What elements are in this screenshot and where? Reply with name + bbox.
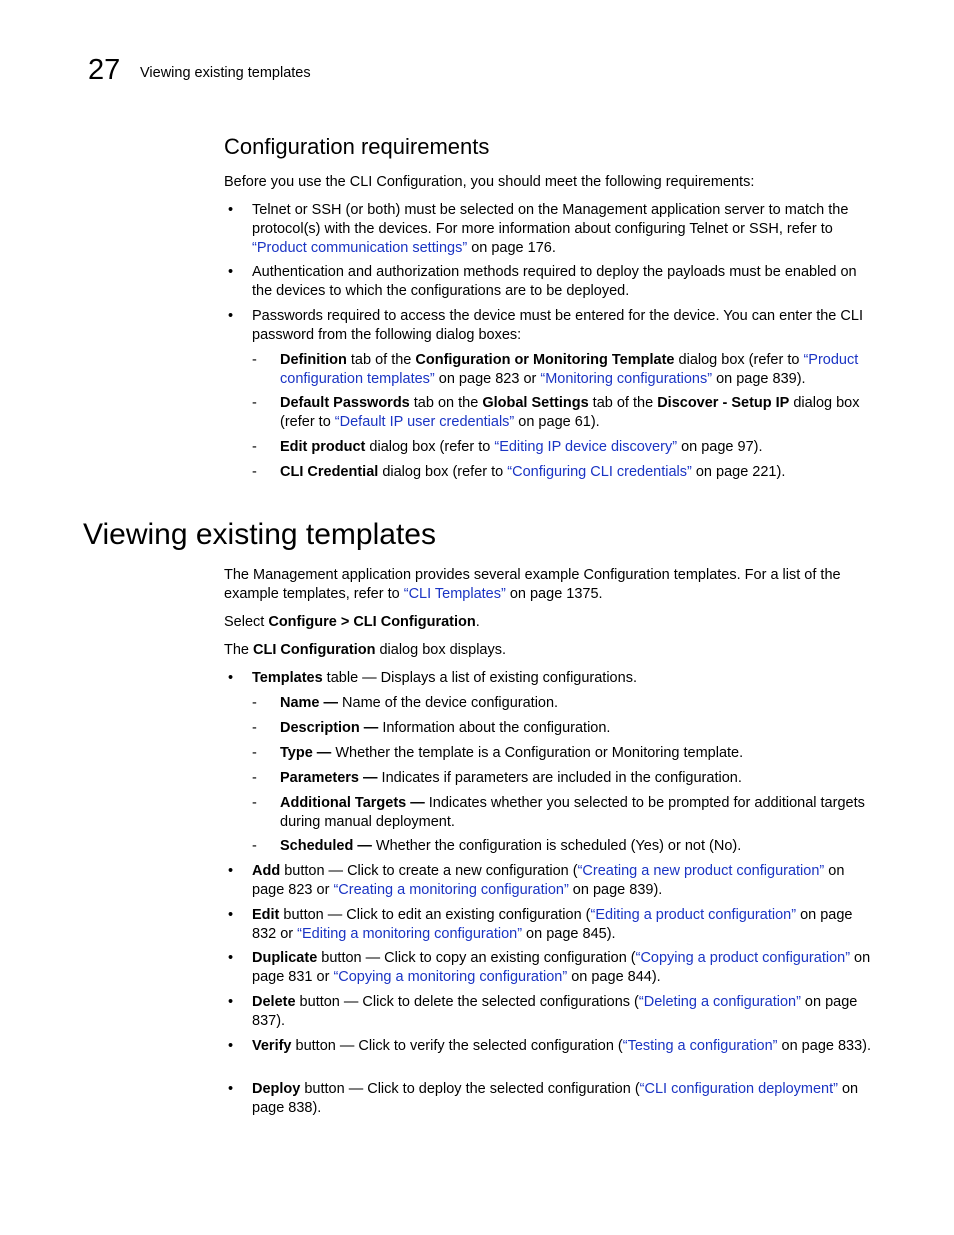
bold-term: Edit <box>252 907 280 923</box>
text: on page 839). <box>568 882 663 898</box>
text: Whether the configuration is scheduled (Yes) or not (No). <box>371 838 742 854</box>
section-heading-viewing-existing-templates: Viewing existing templates <box>83 518 436 551</box>
item-templates-table <box>224 669 872 688</box>
text: on page 838). <box>252 1081 859 1116</box>
column-description <box>252 719 872 738</box>
bullet-marker: • <box>228 1081 234 1097</box>
bold-term: Additional Targets — <box>280 795 425 811</box>
bold-term: Templates <box>252 670 323 686</box>
text: table — Displays a list of existing configurations. <box>322 670 637 686</box>
bold-term: Description — <box>280 720 379 736</box>
text: on page 221). <box>691 464 786 480</box>
text: dialog box (refer to <box>378 464 508 480</box>
paragraph-example-templates <box>224 566 872 604</box>
item-duplicate-button <box>224 949 872 987</box>
item-delete-button <box>224 993 872 1031</box>
item-edit-button <box>224 906 872 944</box>
bold-term: Duplicate <box>252 950 318 966</box>
bold-term: Discover - Setup IP <box>657 395 790 411</box>
text: on page 833). <box>777 1038 872 1054</box>
text: button — Click to delete the selected configurations ( <box>295 994 639 1010</box>
text: The Management application provides several example Configuration templates. For a list of the example templates, refer to <box>224 567 841 602</box>
bold-term: CLI Credential <box>280 464 379 480</box>
dash-marker: - <box>252 838 257 854</box>
bullet-marker: • <box>228 863 234 879</box>
text: on page 176. <box>467 240 556 256</box>
column-parameters <box>252 769 872 788</box>
bold-term: Add <box>252 863 281 879</box>
dash-marker: - <box>252 770 257 786</box>
bold-term: Global Settings <box>482 395 589 411</box>
bold-term: Default Passwords <box>280 395 410 411</box>
bold-term: Configuration or Monitoring Template <box>415 352 675 368</box>
dash-marker: - <box>252 720 257 736</box>
dialog-default-passwords <box>252 394 872 432</box>
bullet-marker: • <box>228 950 234 966</box>
bold-term: Delete <box>252 994 296 1010</box>
chapter-number: 27 <box>88 54 121 86</box>
text: The <box>224 642 254 658</box>
text: on page 1375. <box>505 586 603 602</box>
link-product-configuration-templates[interactable]: “Product configuration templates” <box>280 352 859 387</box>
link-cli-templates[interactable]: “CLI Templates” <box>403 586 506 602</box>
section-heading-configuration-requirements: Configuration requirements <box>224 134 490 159</box>
text: on page 845). <box>522 926 616 942</box>
text: on page 823 or <box>434 371 541 387</box>
column-name <box>252 694 872 713</box>
dialog-cli-credential <box>252 463 872 482</box>
text: . <box>475 614 480 630</box>
text: on page 97). <box>677 439 763 455</box>
text: Indicates whether you selected to be prompted for additional targets during manual deployment. <box>280 795 865 830</box>
text: on page 832 or <box>252 907 853 942</box>
bold-term: Definition <box>280 352 347 368</box>
bullet-marker: • <box>228 202 234 218</box>
dash-marker: - <box>252 695 257 711</box>
column-scheduled <box>252 837 872 856</box>
dialog-definition-tab <box>252 351 872 389</box>
text: on page 61). <box>514 414 600 430</box>
dash-marker: - <box>252 745 257 761</box>
link-default-ip-user-credentials[interactable]: “Default IP user credentials” <box>334 414 515 430</box>
text: tab of the <box>588 395 658 411</box>
text: Passwords required to access the device must be entered for the device. You can enter the CLI password from the following dialog boxes: <box>252 308 863 343</box>
link-copying-product-configuration[interactable]: “Copying a product configuration” <box>635 950 851 966</box>
text: Telnet or SSH (or both) must be selected on the Management application server to match the protocol(s) with the devices. For more information about configuring Telnet or SSH, refer to <box>252 202 849 237</box>
text: Name of the device configuration. <box>338 695 559 711</box>
text: button — Click to copy an existing configuration ( <box>317 950 636 966</box>
link-testing-configuration[interactable]: “Testing a configuration” <box>622 1038 778 1054</box>
text: Whether the template is a Configuration or Monitoring template. <box>331 745 744 761</box>
requirement-telnet-ssh <box>224 201 872 258</box>
link-deleting-configuration[interactable]: “Deleting a configuration” <box>638 994 801 1010</box>
column-type <box>252 744 872 763</box>
dash-marker: - <box>252 395 257 411</box>
bullet-marker: • <box>228 670 234 686</box>
text: button — Click to create a new configuration ( <box>280 863 578 879</box>
bold-term: Type — <box>280 745 332 761</box>
dash-marker: - <box>252 352 257 368</box>
text: tab of the <box>346 352 416 368</box>
text: button — Click to edit an existing configuration ( <box>279 907 591 923</box>
menu-path: Configure > CLI Configuration <box>268 614 476 630</box>
text: on page 831 or <box>252 950 871 985</box>
text: button — Click to deploy the selected configuration ( <box>300 1081 640 1097</box>
link-editing-product-configuration[interactable]: “Editing a product configuration” <box>590 907 797 923</box>
item-add-button <box>224 862 872 900</box>
link-monitoring-configurations[interactable]: “Monitoring configurations” <box>540 371 713 387</box>
link-editing-monitoring-configuration[interactable]: “Editing a monitoring configuration” <box>297 926 523 942</box>
bullet-marker: • <box>228 264 234 280</box>
dash-marker: - <box>252 439 257 455</box>
text: tab on the <box>409 395 483 411</box>
text: button — Click to verify the selected configuration ( <box>291 1038 623 1054</box>
link-copying-monitoring-configuration[interactable]: “Copying a monitoring configuration” <box>333 969 568 985</box>
dash-marker: - <box>252 464 257 480</box>
text: dialog box (refer to <box>365 439 495 455</box>
dialog-name: CLI Configuration <box>253 642 376 658</box>
text: dialog box (refer to <box>280 395 860 430</box>
link-creating-new-product-configuration[interactable]: “Creating a new product configuration” <box>577 863 825 879</box>
link-editing-ip-device-discovery[interactable]: “Editing IP device discovery” <box>494 439 678 455</box>
link-creating-monitoring-configuration[interactable]: “Creating a monitoring configuration” <box>333 882 569 898</box>
running-header-title: Viewing existing templates <box>140 65 311 81</box>
bold-term: Scheduled — <box>280 838 372 854</box>
text: Authentication and authorization methods required to deploy the payloads must be enabled on the devices to which the configurations are to be deployed. <box>252 264 857 299</box>
text: on page 839). <box>712 371 806 387</box>
text: on page 823 or <box>252 863 845 898</box>
column-additional-targets <box>252 794 872 832</box>
dash-marker: - <box>252 795 257 811</box>
link-cli-configuration-deployment[interactable]: “CLI configuration deployment” <box>639 1081 838 1097</box>
bullet-marker: • <box>228 994 234 1010</box>
item-verify-button <box>224 1037 872 1056</box>
paragraph-select-menu <box>224 613 872 632</box>
item-deploy-button <box>224 1080 872 1118</box>
text: dialog box (refer to <box>674 352 804 368</box>
text: Select <box>224 614 269 630</box>
text: on page 844). <box>567 969 661 985</box>
text: Indicates if parameters are included in the configuration. <box>377 770 742 786</box>
requirement-passwords <box>224 307 872 345</box>
text: on page 837). <box>252 994 858 1029</box>
bold-term: Edit product <box>280 439 366 455</box>
link-product-communication-settings[interactable]: “Product communication settings” <box>252 240 468 256</box>
bold-term: Name — <box>280 695 339 711</box>
bold-term: Verify <box>252 1038 292 1054</box>
bullet-marker: • <box>228 907 234 923</box>
bold-term: Parameters — <box>280 770 378 786</box>
text: Information about the configuration. <box>378 720 611 736</box>
intro-paragraph: Before you use the CLI Configuration, you should meet the following requirements: <box>224 174 755 190</box>
dialog-edit-product <box>252 438 872 457</box>
bullet-marker: • <box>228 1038 234 1054</box>
bullet-marker: • <box>228 308 234 324</box>
paragraph-dialog-displays <box>224 641 872 660</box>
requirement-authentication <box>224 263 872 301</box>
link-configuring-cli-credentials[interactable]: “Configuring CLI credentials” <box>507 464 692 480</box>
text: dialog box displays. <box>375 642 507 658</box>
bold-term: Deploy <box>252 1081 301 1097</box>
